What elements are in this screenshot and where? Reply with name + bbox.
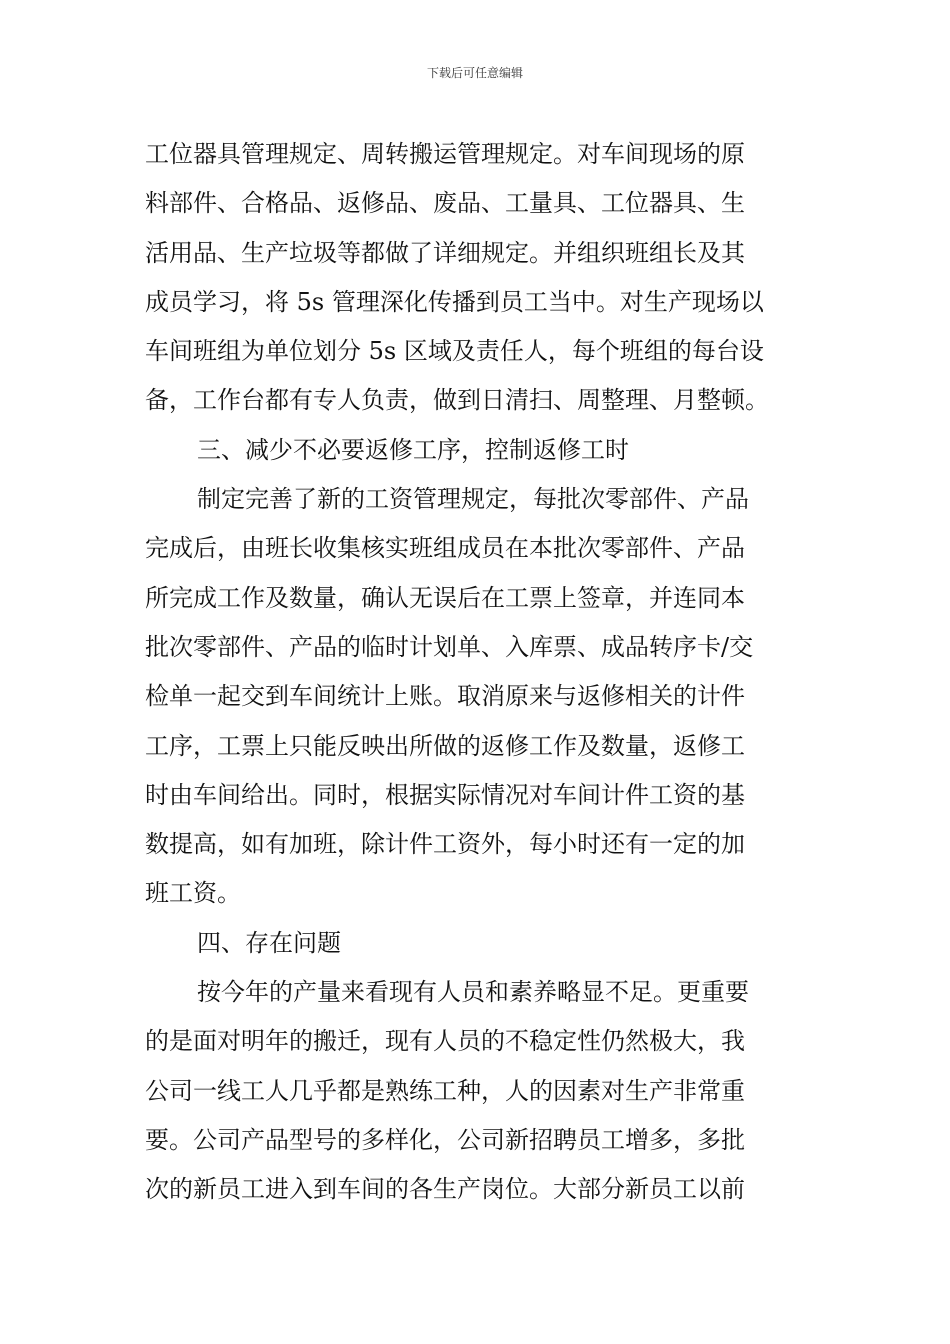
text-line: 要。公司产品型号的多样化，公司新招聘员工增多，多批 <box>145 1125 745 1154</box>
text-line: 车间班组为单位划分 5s 区域及责任人，每个班组的每台设 <box>145 337 764 366</box>
text-line: 制定完善了新的工资管理规定，每批次零部件、产品 <box>197 485 749 514</box>
text-line: 的是面对明年的搬迁，现有人员的不稳定性仍然极大，我 <box>145 1027 745 1056</box>
text-line: 时由车间给出。同时，根据实际情况对车间计件工资的基 <box>145 780 745 809</box>
text-line: 班工资。 <box>145 879 241 908</box>
text-line: 检单一起交到车间统计上账。取消原来与返修相关的计件 <box>145 682 745 711</box>
text-line: 工位器具管理规定、周转搬运管理规定。对车间现场的原 <box>145 140 745 168</box>
page-header: 下载后可任意编辑 <box>426 66 523 80</box>
text-line: 数提高，如有加班，除计件工资外，每小时还有一定的加 <box>145 830 745 859</box>
text-line: 公司一线工人几乎都是熟练工种，人的因素对生产非常重 <box>145 1076 745 1105</box>
text-line: 三、减少不必要返修工序，控制返修工时 <box>197 435 629 464</box>
text-line: 料部件、合格品、返修品、废品、工量具、工位器具、生 <box>145 189 745 218</box>
text-line: 活用品、生产垃圾等都做了详细规定。并组织班组长及其 <box>145 238 745 267</box>
text-line: 成员学习，将 5s 管理深化传播到员工当中。对生产现场以 <box>145 287 764 316</box>
text-line: 按今年的产量来看现有人员和素养略显不足。更重要 <box>197 978 749 1007</box>
document-body <box>145 130 807 1215</box>
text-line: 次的新员工进入到车间的各生产岗位。大部分新员工以前 <box>145 1175 745 1204</box>
text-line: 批次零部件、产品的临时计划单、入库票、成品转序卡/交 <box>145 632 754 661</box>
text-line: 备，工作台都有专人负责，做到日清扫、周整理、月整顿。 <box>145 386 769 415</box>
text-line: 完成后，由班长收集核实班组成员在本批次零部件、产品 <box>145 534 745 563</box>
text-line: 工序，工票上只能反映出所做的返修工作及数量，返修工 <box>145 731 745 760</box>
text-line: 所完成工作及数量，确认无误后在工票上签章，并连同本 <box>145 583 745 612</box>
text-line: 四、存在问题 <box>197 928 341 957</box>
